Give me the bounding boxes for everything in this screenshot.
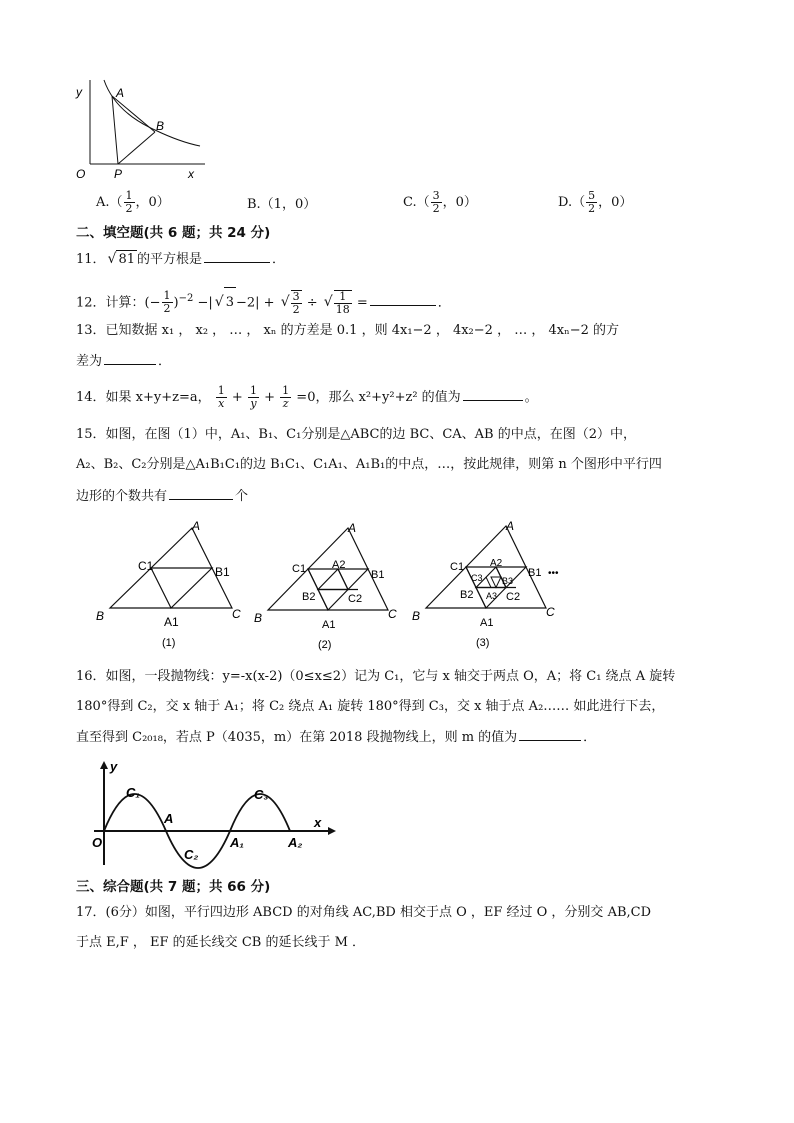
point-b-label: B (156, 119, 165, 133)
hyperbola-figure (70, 72, 210, 184)
section-2-title: 二、填空题(共 6 题；共 24 分) (76, 225, 271, 241)
svg-text:B1: B1 (371, 569, 385, 581)
question-11: 11． √ 81 的平方根是 ． (76, 251, 286, 267)
svg-text:•••: ••• (548, 568, 559, 579)
question-16-line-3: 直至得到 C₂₀₁₈，若点 P（4035，m）在第 2018 段抛物线上，则 m 的值为 ． (76, 730, 597, 745)
svg-text:A2: A2 (332, 559, 346, 571)
svg-text:C: C (232, 607, 241, 621)
svg-text:A: A (192, 519, 201, 533)
svg-text:A1: A1 (480, 617, 494, 629)
triangle-figure-1 (92, 518, 252, 650)
triangle-figure-2 (250, 518, 410, 652)
svg-text:B: B (254, 611, 263, 625)
svg-text:C: C (546, 605, 555, 619)
svg-text:B3: B3 (502, 576, 514, 586)
question-17-line-2: 于点 E,F ， EF 的延长线交 CB 的延长线于 M ． (76, 935, 366, 950)
svg-text:B1: B1 (528, 567, 542, 579)
svg-text:C₁: C₁ (126, 785, 140, 800)
svg-text:C3: C3 (471, 573, 483, 583)
svg-text:(3): (3) (476, 637, 490, 649)
svg-text:C1: C1 (138, 559, 154, 573)
svg-text:C₂: C₂ (184, 847, 199, 862)
svg-text:O: O (92, 835, 103, 850)
svg-text:B2: B2 (302, 591, 316, 603)
svg-text:C1: C1 (450, 561, 465, 573)
svg-text:B: B (412, 609, 421, 623)
question-17-line-1: 17．(6分）如图，平行四边形 ABCD 的对角线 AC,BD 相交于点 O ，EF 经过 O ，分别交 AB,CD (76, 905, 652, 920)
svg-text:A: A (348, 521, 357, 535)
svg-text:C₃: C₃ (254, 787, 269, 802)
question-13-line-2: 差为 ． (76, 354, 172, 369)
triangle-figure-3 (410, 518, 590, 652)
question-16-line-2: 180°得到 C₂，交 x 轴于 A₁；将 C₂ 绕点 A₁ 旋转 180°得到 C₃，交 x 轴于点 A₂…… 如此进行下去， (76, 699, 665, 714)
y-axis-label: y (76, 85, 82, 99)
question-14: 14．如果 x+y+z=a， $\frac{1}{x}$ + $\frac{1}{y}$ + $\frac{1}{z}$ =0，那么 x²+y²+z² 的值为 。 (76, 384, 538, 410)
svg-text:y: y (110, 759, 118, 774)
option-c: C.（ $\frac{3}{2}$ ，0） (403, 189, 477, 215)
section-3-title: 三、综合题(共 7 题；共 66 分) (76, 879, 271, 895)
svg-text:B: B (96, 609, 105, 623)
question-15-line-3: 边形的个数共有 个 (76, 489, 249, 504)
question-12: 12．计算：(− $\frac{1}{2}$ )$^{-2}$ −| √ 3 −2| + √ $\frac{3}{2}$ ÷ √ $\frac{1}{18}$ = ． (76, 284, 451, 318)
svg-text:A2: A2 (490, 558, 503, 569)
svg-text:A1: A1 (164, 615, 179, 629)
point-p-label: P (114, 167, 123, 181)
svg-text:A: A (506, 519, 515, 533)
svg-text:A₂: A₂ (288, 835, 303, 850)
svg-text:A₁: A₁ (230, 835, 244, 850)
svg-text:(2): (2) (318, 639, 332, 651)
question-15-line-1: 15．如图，在图（1）中，A₁、B₁、C₁分别是△ABC的边 BC、CA、AB 的中点，在图（2）中， (76, 427, 637, 442)
option-a: A.（ $\frac{1}{2}$ ，0） (96, 189, 170, 215)
svg-text:C2: C2 (506, 591, 521, 603)
svg-text:C1: C1 (292, 563, 307, 575)
svg-text:C: C (388, 607, 397, 621)
parabola-wave-figure (88, 757, 338, 869)
svg-text:A3: A3 (486, 591, 498, 601)
svg-text:B1: B1 (215, 565, 230, 579)
svg-text:A1: A1 (322, 619, 336, 631)
option-d: D.（ $\frac{5}{2}$ ，0） (558, 189, 633, 215)
svg-text:C2: C2 (348, 593, 363, 605)
svg-text:A: A (164, 811, 174, 826)
x-axis-label: x (188, 167, 194, 181)
origin-label: O (76, 167, 86, 181)
point-a-label: A (116, 86, 125, 100)
question-13-line-1: 13．已知数据 x₁ ， x₂ ， … ， xₙ 的方差是 0.1 ，则 4x₁−2 ， 4x₂−2 ， … ， 4xₙ−2 的方 (76, 323, 619, 338)
option-b: B.（1，0） (247, 197, 317, 212)
question-16-line-1: 16．如图，一段抛物线：y=-x(x-2)（0≤x≤2）记为 C₁，它与 x 轴交于两点 O，A；将 C₁ 绕点 A 旋转 (76, 669, 676, 684)
svg-text:B2: B2 (460, 589, 474, 601)
svg-text:(1): (1) (162, 637, 176, 649)
question-15-line-2: A₂、B₂、C₂分别是△A₁B₁C₁的边 B₁C₁、C₁A₁、A₁B₁的中点，…，按此规律，则第 n 个图形中平行四 (76, 457, 662, 472)
svg-text:x: x (314, 815, 322, 830)
